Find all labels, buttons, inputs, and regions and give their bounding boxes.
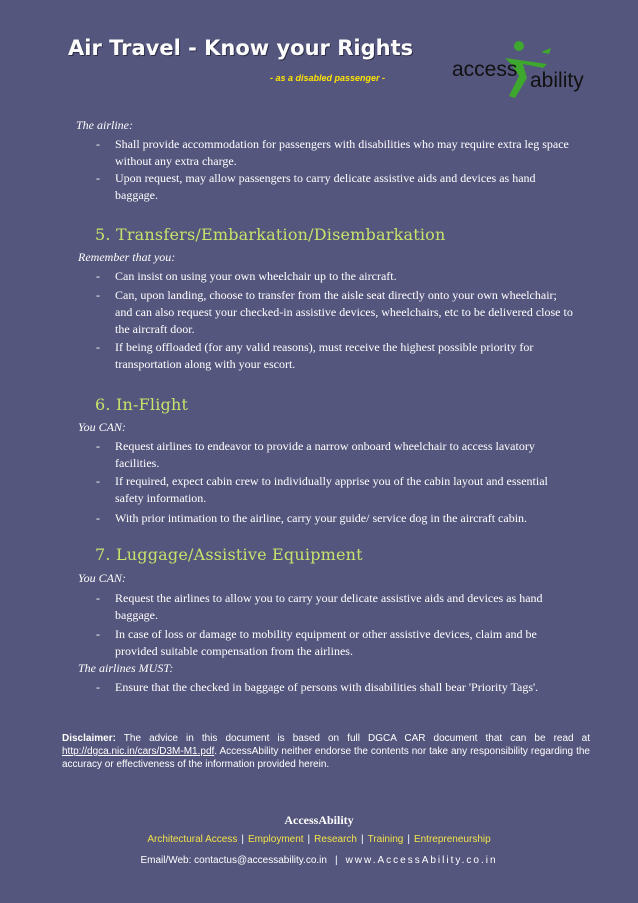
section-7-label: You CAN:: [78, 571, 126, 585]
list-item: [96, 590, 576, 624]
list-item-text: With prior intimation to the airline, carry your guide/ service dog in the aircraft cabin.: [115, 511, 528, 525]
list-item: [96, 473, 576, 507]
footer-links: [0, 834, 638, 845]
logo-text-ability: ability: [530, 69, 584, 92]
list-dash: -: [96, 439, 100, 453]
footer-organization-name: AccessAbility: [284, 813, 354, 827]
list-item: [96, 339, 576, 373]
accessability-logo: [452, 38, 602, 100]
list-item-text: Ensure that the checked in baggage of persons with disabilities shall bear 'Priority Tags'.: [115, 680, 539, 694]
section-5-heading: 5. Transfers/Embarkation/Disembarkation: [95, 225, 446, 244]
footer-separator: |: [407, 834, 410, 845]
airline-label: The airline:: [76, 118, 133, 132]
page-subtitle: - as a disabled passenger -: [270, 73, 386, 83]
list-dash: -: [96, 269, 100, 283]
footer-link-employment: Employment: [247, 834, 304, 845]
list-item-text: Can insist on using your own wheelchair up to the aircraft.: [115, 269, 397, 283]
list-item: [96, 626, 576, 660]
disclaimer-label: Disclaimer:: [62, 733, 116, 744]
list-dash: -: [96, 137, 100, 151]
list-dash: -: [96, 340, 100, 354]
list-item: [96, 136, 576, 170]
list-item-text: Upon request, may allow passengers to carry delicate assistive aids and devices as hand baggage.: [115, 171, 536, 202]
list-item-text: If being offloaded (for any valid reasons), must receive the highest possible priority for transportation along with your escort.: [115, 340, 534, 371]
list-dash: -: [96, 680, 100, 694]
section-6-heading: 6. In-Flight: [95, 395, 189, 414]
page-title: Air Travel - Know your Rights: [68, 36, 414, 60]
disclaimer: [62, 732, 590, 771]
list-item: [96, 170, 576, 204]
section-5-label: Remember that you:: [78, 250, 176, 264]
list-item: [96, 287, 576, 338]
footer-link-entrepreneurship: Entrepreneurship: [413, 834, 491, 845]
footer-separator: |: [334, 855, 338, 866]
disclaimer-text-1: The advice in this document is based on full DGCA CAR document that can be read at: [115, 733, 590, 744]
footer-link-training: Training: [367, 834, 404, 845]
list-dash: -: [96, 171, 100, 185]
disclaimer-text-2: . AccessAbility neither endorse the contents nor take any responsibility regarding the accuracy or effectiveness of the information provided herein.: [62, 746, 590, 770]
list-item: [96, 268, 576, 285]
footer-separator: |: [307, 834, 311, 845]
footer-website: www.AccessAbility.co.in: [345, 855, 498, 866]
list-dash: -: [96, 627, 100, 641]
list-dash: -: [96, 511, 100, 525]
list-dash: -: [96, 591, 100, 605]
dgca-document-link[interactable]: http://dgca.nic.in/cars/D3M-M1.pdf: [62, 746, 215, 757]
list-item: [96, 679, 576, 696]
list-dash: -: [96, 474, 100, 488]
footer-contact: [0, 855, 638, 866]
section-7-heading: 7. Luggage/Assistive Equipment: [95, 545, 363, 564]
footer-separator: |: [360, 834, 364, 845]
footer-email: Email/Web: contactus@accessability.co.in: [140, 855, 327, 866]
footer-link-research: Research: [314, 834, 357, 845]
logo-text-access: access: [452, 58, 518, 81]
list-item-text: Request the airlines to allow you to carry your delicate assistive aids and devices as hand baggage.: [115, 591, 543, 622]
list-item: [96, 438, 576, 472]
list-dash: -: [96, 288, 100, 302]
footer-separator: |: [241, 834, 244, 845]
list-item: [96, 510, 576, 527]
section-6-label: You CAN:: [78, 420, 126, 434]
list-item-text: In case of loss or damage to mobility equipment or other assistive devices, claim and be provided suitable compensation from the airlines.: [115, 627, 537, 658]
list-item-text: Can, upon landing, choose to transfer from the aisle seat directly onto your own wheelchair; and can also request your checked-in assistive devices, wheelchairs, etc to be delivered close to the aircraft door.: [115, 288, 573, 336]
list-item-text: If required, expect cabin crew to individually apprise you of the cabin layout and essential safety information.: [115, 474, 548, 505]
list-item-text: Request airlines to endeavor to provide a narrow onboard wheelchair to access lavatory facilities.: [115, 439, 535, 470]
section-7-label-2: The airlines MUST:: [78, 661, 174, 675]
footer-link-architectural-access: Architectural Access: [147, 834, 238, 845]
list-item-text: Shall provide accommodation for passengers with disabilities who may require extra leg space without any extra charge.: [115, 137, 569, 168]
